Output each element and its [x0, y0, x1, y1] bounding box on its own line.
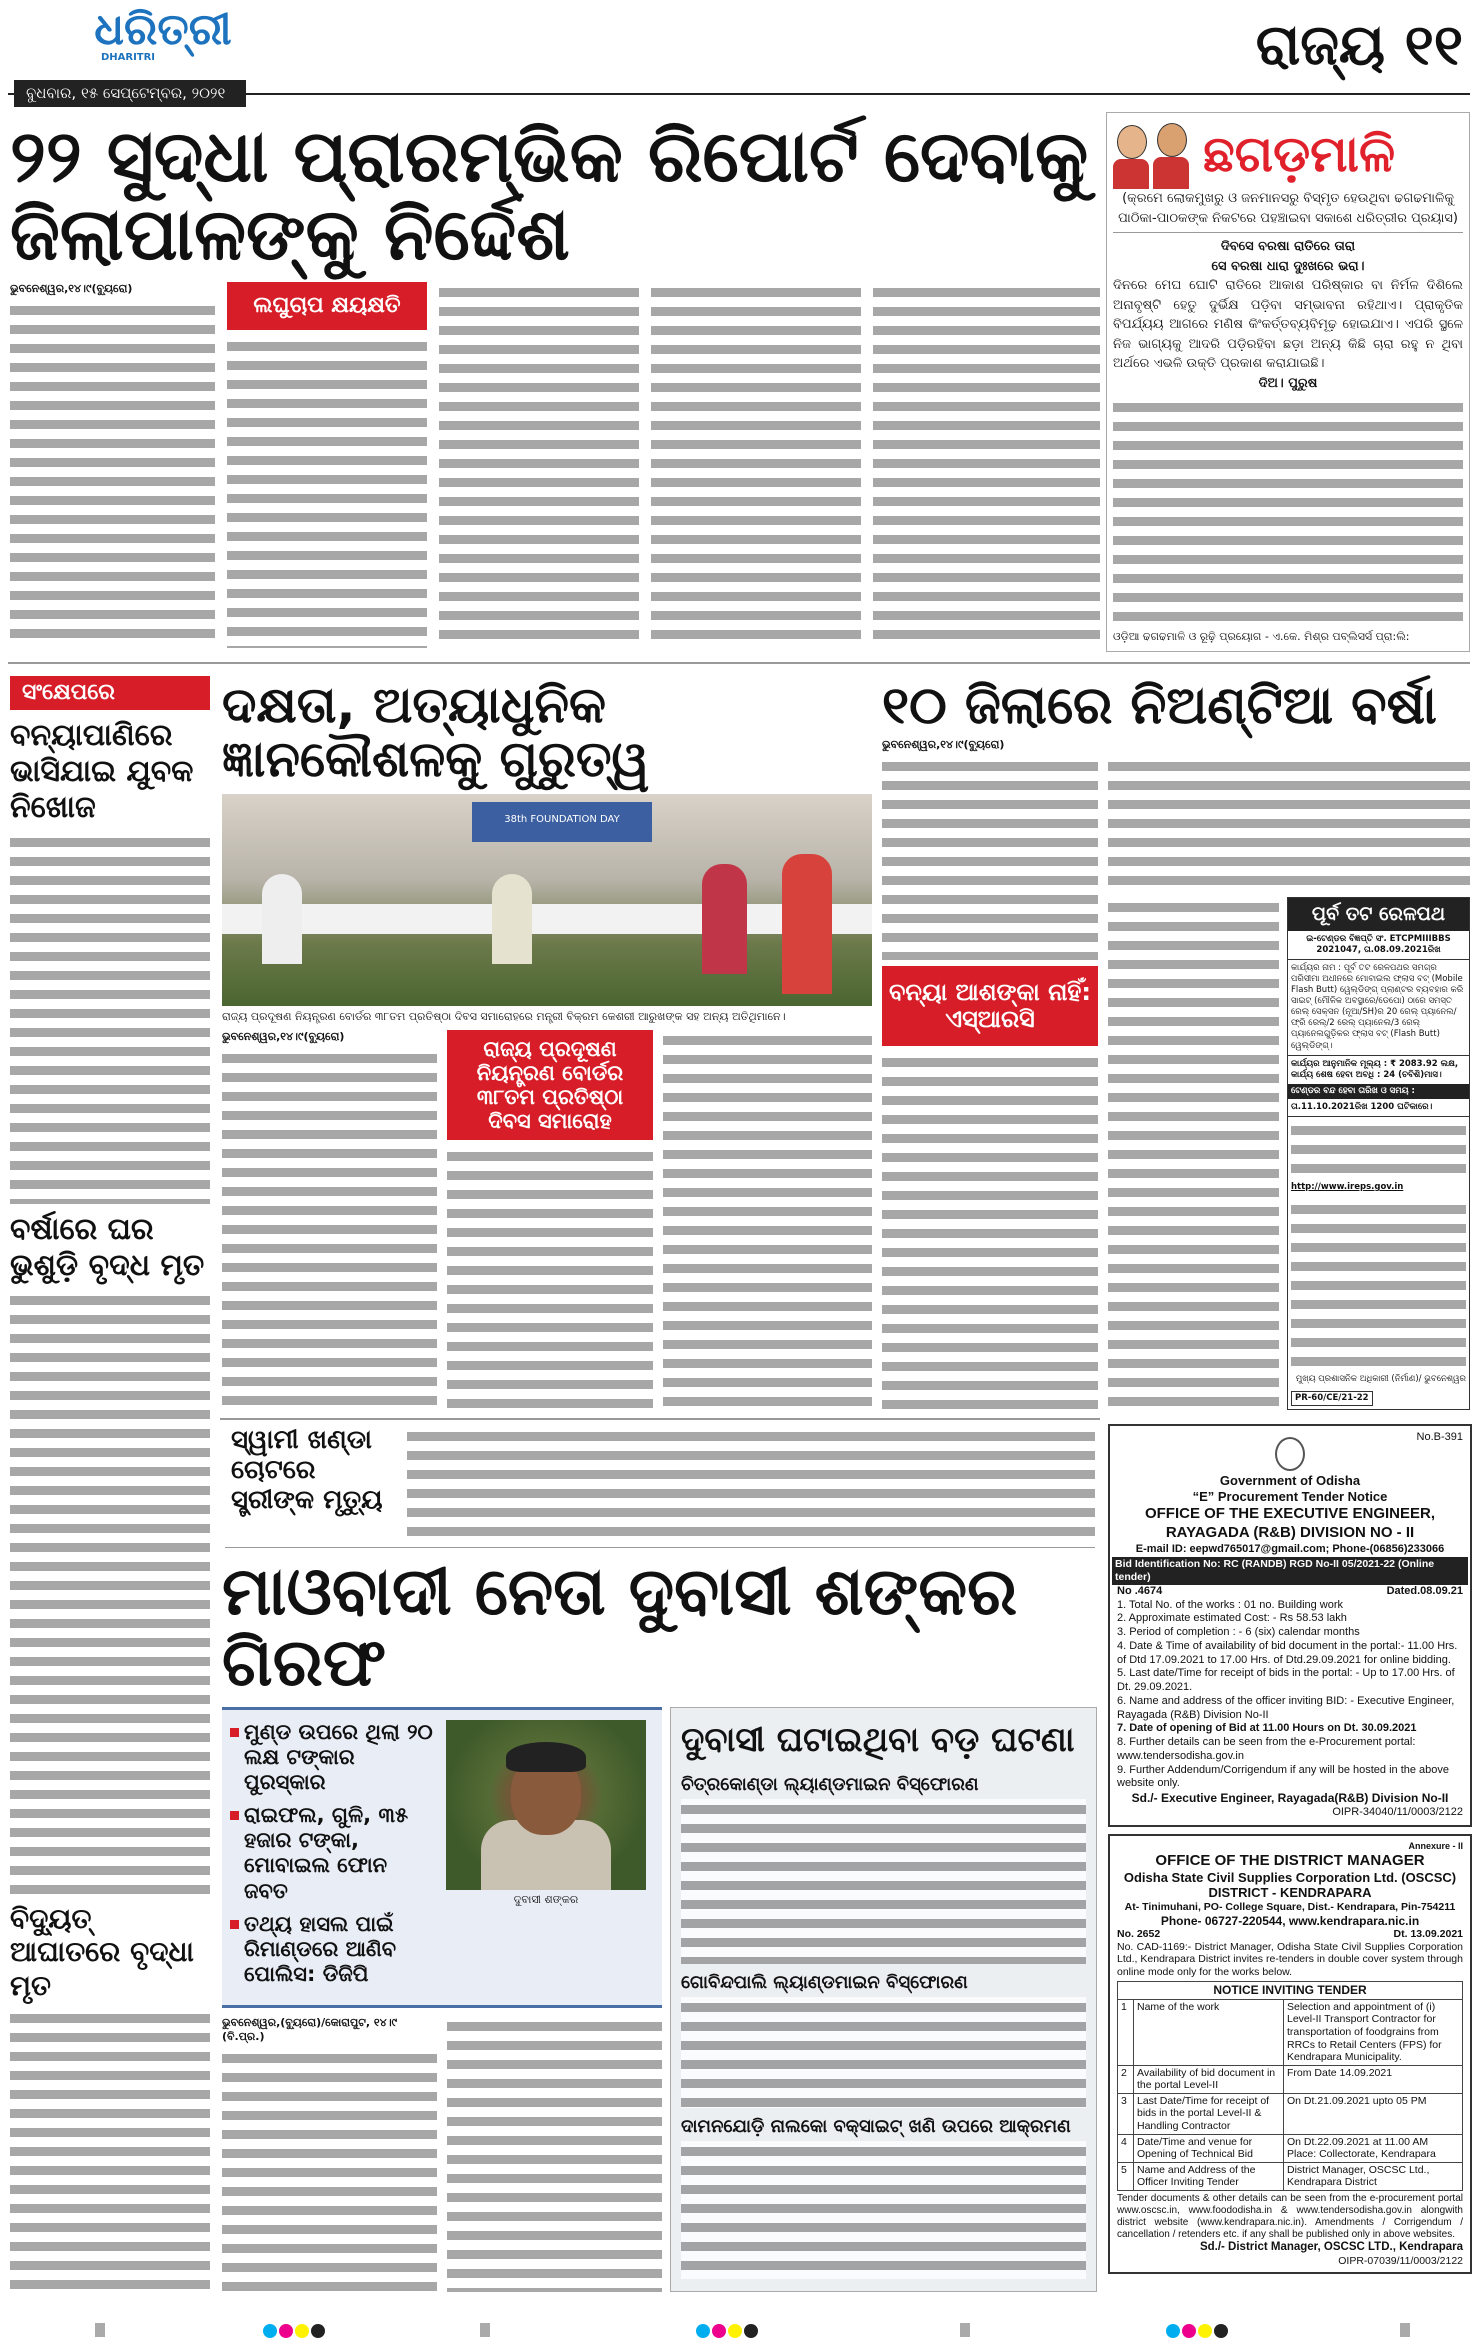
logo-text: ଧରିତ୍ରୀ	[94, 4, 232, 55]
pollution-headline: ଦକ୍ଷତା, ଅତ୍ୟାଧୁନିକ ଜ୍ଞାନକୌଶଳକୁ ଗୁରୁତ୍ୱ	[222, 676, 650, 788]
logo	[78, 4, 248, 78]
oscsc-annex: Annexure - II	[1408, 1841, 1463, 1851]
brief-headline-3: ବିଦ୍ୟୁତ୍ ଆଘାତରେ ବୃଦ୍ଧା ମୃତ	[10, 1901, 194, 2002]
cartoon-characters-icon	[1113, 119, 1193, 189]
color-dots	[695, 2323, 759, 2342]
rb-contact: E-mail ID: eepwd765017@gmail.com; Phone-(06856)233066	[1135, 1542, 1445, 1555]
lead-body-col-3	[439, 282, 639, 649]
pollution-story	[222, 678, 872, 1410]
oscsc-tender-notice	[1108, 1834, 1472, 2274]
lead-subhead: ଲଘୁଚାପ କ୍ଷୟକ୍ଷତି	[227, 282, 427, 330]
rb-tender-notice	[1108, 1424, 1472, 1827]
pollution-body-col-2	[447, 1146, 653, 1410]
verse-line-1: ଦିବସେ ବରଷା ରାତିରେ ତାରା	[1220, 239, 1356, 254]
rain-subhead: ବନ୍ୟା ଆଶଙ୍କା ନାହିଁ: ଏସ୍‌ଆରସି	[882, 966, 1098, 1046]
rb-item: 1. Total No. of the works : 01 no. Building work	[1117, 1598, 1344, 1611]
incident-title: ଗୋବିନ୍ଦପାଲି ଲ୍ୟାଣ୍ଡମାଇନ ବିସ୍ଫୋରଣ	[681, 1972, 968, 1994]
swami-story	[225, 1426, 1095, 1548]
oscsc-table-title: NOTICE INVITING TENDER	[1118, 1982, 1463, 1999]
mid-divider	[220, 1418, 1100, 1420]
section-name: ରାଜ୍ୟ	[1255, 13, 1386, 78]
incident-title: ଦାମନଯୋଡ଼ି ନାଲକୋ ବକ୍ସାଇଟ୍ ଖଣି ଉପରେ ଆକ୍ରମଣ	[681, 2115, 1071, 2137]
pollution-dateline: ଭୁବନେଶ୍ୱର,୧୪।୯(ବ୍ୟୁରୋ)	[222, 1030, 345, 1043]
verse-line-2: ସେ ବରଷା ଧାରା ଦୁଃଖରେ ଭରା।	[1211, 258, 1365, 274]
oscsc-no: No. 2652	[1117, 1927, 1161, 1940]
rb-item: 4. Date & Time of availability of bid document in the portal:- 11.00 Hrs. of Dtd 17.09.2021 to 17.00 Hrs. of Dtd.29.09.2021 for online bidding.	[1117, 1639, 1458, 1666]
table-row: 5 Name and Address of the Officer Inviting Tender District Manager, OSCSC Ltd., Kendrapara District	[1118, 2162, 1463, 2190]
rb-item: 9. Further Addendum/Corrigendum if any will be hosted in the above website only.	[1117, 1763, 1450, 1790]
page-number: ୧୧	[1404, 13, 1463, 78]
rain-body-col-3	[1108, 897, 1279, 1410]
oscsc-address: At- Tinimuhani, PO- College Square, Dist.- Kendrapara, Pin-754211	[1124, 1900, 1456, 1913]
briefs-sidebar	[10, 676, 210, 2290]
rb-gov: Government of Odisha	[1219, 1472, 1361, 1488]
page-label	[1255, 13, 1463, 78]
chhagadmali-box	[1106, 112, 1470, 652]
oscsc-corp: Odisha State Civil Supplies Corporation Ltd. (OSCSC)	[1123, 1869, 1457, 1885]
incident-body	[681, 1799, 1086, 1965]
dubasi-shankar-photo	[446, 1720, 646, 1890]
gray-bar	[1400, 2323, 1410, 2337]
rb-item: 2. Approximate estimated Cost: - Rs 58.53 lakh	[1117, 1612, 1347, 1625]
railway-closing: ତା.11.10.2021ରିଖ 1200 ଘଟିକାରେ।	[1288, 1099, 1469, 1117]
rain-body-col-1b	[882, 1052, 1098, 1410]
verse2-title: ଦିଅ। ପୁରୁଷ	[1258, 375, 1318, 391]
railway-pr-no: PR-60/CE/21-22	[1291, 1391, 1373, 1406]
table-row: 1 Name of the work Selection and appointment of (i) Level-II Transport Contractor for transportation of foodgrains from RRCs to Retail Centers (FPS) for Kendrapara Municipality.	[1118, 1999, 1463, 2065]
color-dots	[1165, 2323, 1229, 2342]
incident-body	[681, 2141, 1086, 2279]
maoist-dateline: ଭୁବନେଶ୍ୱର,(ବ୍ୟୁରୋ)/କୋରାପୁଟ, ୧୪।୯ (ବି.ପ୍ର.)	[222, 2016, 398, 2044]
odisha-emblem-icon	[1275, 1437, 1305, 1471]
rb-sign: Sd./- Executive Engineer, Rayagada(R&B) Division No-II	[1131, 1791, 1449, 1805]
rb-bid-id: Bid Identification No: RC (RANDB) RGD No-II 05/2021-22 (Online tender)	[1112, 1557, 1468, 1585]
swami-body	[407, 1426, 1095, 1543]
railway-terms	[1291, 1120, 1466, 1176]
rb-ref-no: No .4674	[1117, 1584, 1163, 1597]
lead-body-col-2	[227, 336, 427, 649]
chhagadmali-credit: ଓଡ଼ିଆ ଢଗଢମାଳି ଓ ରୂଢ଼ି ପ୍ରୟୋଗ - ଏ.କେ. ମିଶ୍ର ପବ୍ଲିସର୍ସ ପ୍ରା:ଲି:	[1113, 629, 1410, 643]
oscsc-oipr: OIPR-07039/11/0003/2122	[1338, 2254, 1463, 2267]
registration-marks	[0, 2322, 1477, 2338]
brief-body-3	[10, 2008, 210, 2290]
maoist-story	[222, 1553, 1097, 2292]
oscsc-sign: Sd./- District Manager, OSCSC LTD., Kendrapara	[1199, 2241, 1463, 2254]
rain-headline: ୧୦ ଜିଲାରେ ନିଅଣ୍ଟିଆ ବର୍ଷା	[882, 676, 1437, 736]
photo-banner: 38th FOUNDATION DAY	[472, 802, 652, 842]
rb-item: 3. Period of completion : - 6 (six) calendar months	[1117, 1626, 1360, 1638]
section-divider	[8, 662, 1470, 664]
oscsc-date: Dt. 13.09.2021	[1393, 1927, 1463, 1940]
swami-headline: ସ୍ୱାମୀ ଖଣ୍ଡା ଚୋଟରେ ସ୍ତ୍ରୀଙ୍କ ମୃତ୍ୟୁ	[231, 1425, 383, 1515]
pollution-body-col-1	[222, 1048, 437, 1410]
maoist-headline: ମାଓବାଦୀ ନେତା ଦୁବାସୀ ଶଙ୍କର ଗିରଫ	[222, 1553, 1018, 1702]
rb-type: “E” Procurement Tender Notice	[1192, 1489, 1388, 1504]
chhagadmali-title: ଛଗଡ଼ମାଳି	[1203, 125, 1396, 183]
gray-bar	[480, 2323, 490, 2337]
rb-office-1: OFFICE OF THE EXECUTIVE ENGINEER,	[1144, 1505, 1436, 1523]
oscsc-table	[1117, 1981, 1463, 2191]
logo-sub: DHARITRI	[100, 52, 156, 63]
incident-body	[681, 1997, 1086, 2108]
oscsc-footer: Tender documents & other details can be seen from the e-procurement portal www.oscsc.in, www.foododisha.in & www.tendersodisha.gov.in alongwith district website (www.kendrapara.nic.in). Amendments / Corrigendum / cancellation / retenders etc. if any shall be published only in above websites.	[1117, 2193, 1463, 2241]
rb-oipr: OIPR-34040/11/0003/2122	[1332, 1806, 1463, 1818]
maoist-bullet: ମୁଣ୍ଡ ଉପରେ ଥିଲା ୨୦ ଲକ୍ଷ ଟଙ୍କାର ପୁରସ୍କାର	[230, 1720, 438, 1796]
railway-website-link[interactable]: http://www.ireps.gov.in	[1291, 1182, 1404, 1193]
table-row: 2 Availability of bid document in the portal Level-II From Date 14.09.2021	[1118, 2065, 1463, 2093]
event-photo-caption: ରାଜ୍ୟ ପ୍ରଦୂଷଣ ନିୟନ୍ତ୍ରଣ ବୋର୍ଡର ୩୮ତମ ପ୍ରତିଷ୍ଠା ଦିବସ ସମାରୋହରେ ମନ୍ତ୍ରୀ ବିକ୍ରମ କେଶରୀ ଆରୁଖଙ୍କ ସହ ଅନ୍ୟ ଅତିଥିମାନେ।	[222, 1010, 786, 1023]
lead-headline: ୨୨ ସୁଦ୍ଧା ପ୍ରାରମ୍ଭିକ ରିପୋର୍ଟ ଦେବାକୁ ଜିଲାପାଳଙ୍କୁ ନିର୍ଦ୍ଦେଶ	[10, 114, 1089, 276]
maoist-highlights	[222, 1707, 662, 2009]
rb-item: 7. Date of opening of Bid at 11.00 Hours on Dt. 30.09.2021	[1117, 1722, 1417, 1735]
railway-title: ପୂର୍ବ ତଟ ରେଳପଥ	[1288, 898, 1469, 931]
incidents-title: ଦୁବାସୀ ଘଟାଇଥିବା ବଡ଼ ଘଟଣା	[681, 1719, 1075, 1760]
chhagadmali-intro: (କ୍ରମେ ଲୋକମୁଖରୁ ଓ ଜନମାନସରୁ ବିସ୍ମୃତ ହେଉଥିବା ଢଗଢମାଳିକୁ ପାଠିକା-ପାଠକଙ୍କ ନିକଟରେ ପହଞ୍ଚାଇବା ସକାଶେ ଧରିତ୍ରୀର ପ୍ରୟାସ)	[1113, 189, 1463, 233]
event-photo	[222, 794, 872, 1006]
railway-closing-label: ଟେଣ୍ଡର ବନ୍ଦ ହେବା ତାରିଖ ଓ ସମୟ :	[1288, 1084, 1469, 1099]
rb-notice-no: No.B-391	[1416, 1431, 1463, 1443]
railway-signatory: ମୁଖ୍ୟ ପ୍ରଶାସନିକ ଅଧିକାରୀ (ନିର୍ମାଣ)/ ଭୁବନେଶ୍ୱର	[1295, 1373, 1466, 1384]
photo-caption: ଦୁବାସୀ ଶଙ୍କର	[513, 1892, 579, 1906]
rb-item: 5. Last date/Time for receipt of bids in the portal: - Up to 17.00 Hrs. of Dt. 29.09.2021.	[1117, 1667, 1455, 1693]
brief-headline-2: ବର୍ଷାରେ ଘର ଭୁଶୁଡ଼ି ବୃଦ୍ଧ ମୃତ	[10, 1212, 205, 1284]
lead-body-col-4	[651, 282, 861, 649]
rain-story	[882, 678, 1470, 1410]
chhagadmali-explanation: ଦିନରେ ମେଘ ଘୋଟି ରାତିରେ ଆକାଶ ପରିଷ୍କାର ବା ନିର୍ମଳ ଦିଶିଲେ ଅନାବୃଷ୍ଟି ହେତୁ ଦୁର୍ଭିକ୍ଷ ପଡ଼ିବା ସମ୍ଭାବନା ରହିଥାଏ। ପ୍ରାକୃତିକ ବିପର୍ଯ୍ୟୟ ଆଗରେ ମଣିଷ କିଂକର୍ତ୍ତବ୍ୟବିମୂଢ଼ ହୋଇଯାଏ। ଏପରି ସ୍ଥଳେ ନିଜ ଭାଗ୍ୟକୁ ଆଦରି ପଡ଼ିରହିବା ଛଡ଼ା ଅନ୍ୟ କିଛି ଚାରା ରହୁ ନ ଥିବା ଅର୍ଥରେ ଏଭଳି ଉକ୍ତି ପ୍ରକାଶ କରାଯାଇଛି।	[1113, 278, 1463, 371]
incident-title: ଚିତ୍ରକୋଣ୍ଡା ଲ୍ୟାଣ୍ଡମାଇନ ବିସ୍ଫୋରଣ	[681, 1773, 979, 1795]
lead-dateline: ଭୁବନେଶ୍ୱର,୧୪।୯(ବ୍ୟୁରୋ)	[10, 281, 133, 295]
rb-office-2: RAYAGADA (R&B) DIVISION NO - II	[1165, 1524, 1415, 1541]
railway-notes	[1291, 1199, 1466, 1368]
rain-body-col-1	[882, 756, 1098, 960]
dubasi-incidents-box	[670, 1707, 1097, 2292]
pollution-subhead: ରାଜ୍ୟ ପ୍ରଦୂଷଣ ନିୟନ୍ତ୍ରଣ ବୋର୍ଡର ୩୮ତମ ପ୍ରତିଷ୍ଠା ଦିବସ ସମାରୋହ	[447, 1030, 653, 1140]
date-bar: ବୁଧବାର, ୧୫ ସେପ୍ଟେମ୍ବର, ୨୦୨୧	[14, 80, 246, 107]
table-row: 3 Last Date/Time for receipt of bids in the portal Level-II & Handling Contractor On Dt.21.09.2021 upto 05 PM	[1118, 2093, 1463, 2134]
rain-body-col-2	[1108, 756, 1470, 889]
table-row: 4 Date/Time and venue for Opening of Technical Bid On Dt.22.09.2021 at 11.00 AM Place: Collectorate, Kendrapara	[1118, 2134, 1463, 2162]
color-dots	[262, 2323, 326, 2342]
maoist-body-col-2	[447, 2016, 662, 2292]
maoist-body-col-1	[222, 2048, 437, 2292]
brief-headline-1: ବନ୍ୟାପାଣିରେ ଭାସିଯାଇ ଯୁବକ ନିଖୋଜ	[10, 718, 194, 825]
briefs-title: ସଂକ୍ଷେପରେ	[10, 676, 210, 710]
railway-cost: କାର୍ଯ୍ୟର ଆନୁମାନିକ ମୂଲ୍ୟ : ₹ 2083.92 ଲକ୍ଷ, କାର୍ଯ୍ୟ ଶେଷ ହେବା ଅବଧି : 24 (ଚବିଶି)ମାସ।	[1288, 1055, 1469, 1084]
oscsc-district: DISTRICT - KENDRAPARA	[1208, 1885, 1372, 1901]
oscsc-office: OFFICE OF THE DISTRICT MANAGER	[1155, 1851, 1425, 1869]
railway-work: କାର୍ଯ୍ୟର ନାମ : ପୂର୍ବ ତଟ ରେଳପଥର ସମଗ୍ର ପରିସୀମା ଅଧୀନରେ ମୋବାଇଲ ଫ୍ଲାସ ବଟ୍ (Mobile Flash Butt) ୱେଲ୍ଡିଙ୍ଗ୍ ପ୍ଲାଣ୍ଟର ବ୍ୟବହାର କରି ସାଇଟ୍ (ମୌଳିକ ଅବସ୍ଥାରେ/ଡେପୋ) ଠାରେ ସମସ୍ତ ରେଲ୍ ସେକ୍ସନ (ନୂଆ/SH)ର 20 ରେଲ୍ ପ୍ୟାନେଲ/ ଫ୍ରି ରେଲ୍/2 ରେଲ୍ ପ୍ୟାନେଲ/3 ରେଲ୍ ପ୍ୟାନେଲଗୁଡ଼ିକର ଫ୍ଲାସ ବଟ୍ (Flash Butt) ୱେଲ୍ଡିଙ୍ଗ୍।	[1288, 959, 1469, 1054]
maoist-bullet: ତଥ୍ୟ ହାସଲ ପାଇଁ ରିମାଣ୍ଡରେ ଆଣିବ ପୋଲିସ: ଡିଜିପି	[230, 1912, 438, 1988]
railway-tender-ad	[1287, 897, 1470, 1410]
lead-body-col-5	[873, 282, 1100, 649]
maoist-bullet: ରାଇଫଲ, ଗୁଳି, ୩୫ ହଜାର ଟଙ୍କା, ମୋବାଇଲ ଫୋନ ଜବତ	[230, 1803, 438, 1904]
rain-dateline: ଭୁବନେଶ୍ୱର,୧୪।୯(ବ୍ୟୁରୋ)	[882, 738, 1005, 752]
gray-bar	[95, 2323, 105, 2337]
oscsc-intro: No. CAD-1169:- District Manager, Odisha State Civil Supplies Corporation Ltd., Kendrapara District invites re-tenders in double cover system through online mode only for the works below.	[1117, 1940, 1463, 1978]
rb-item: 8. Further details can be seen from the e-Procurement portal: www.tendersodisha.gov.in	[1117, 1736, 1416, 1762]
lead-body-col-1	[10, 300, 215, 649]
brief-body-1	[10, 832, 210, 1204]
chhagadmali-verse2-body	[1113, 397, 1463, 625]
rb-dated: Dated.08.09.21	[1386, 1584, 1463, 1597]
pollution-body-col-3	[663, 1030, 872, 1410]
oscsc-phone: Phone- 06727-220544, www.kendrapara.nic.in	[1160, 1913, 1420, 1928]
brief-body-2	[10, 1290, 210, 1893]
rb-item: 6. Name and address of the officer inviting BID: - Executive Engineer, Rayagada (R&B) Division No-II	[1117, 1694, 1455, 1721]
railway-ref: ଇ-ଟେଣ୍ଡର ବିଜ୍ଞପ୍ତି ସଂ. ETCPMIIIBBS 2021047, ତା.08.09.2021ରିଖ	[1306, 934, 1451, 956]
lead-story	[10, 114, 1100, 648]
gray-bar	[960, 2323, 970, 2337]
